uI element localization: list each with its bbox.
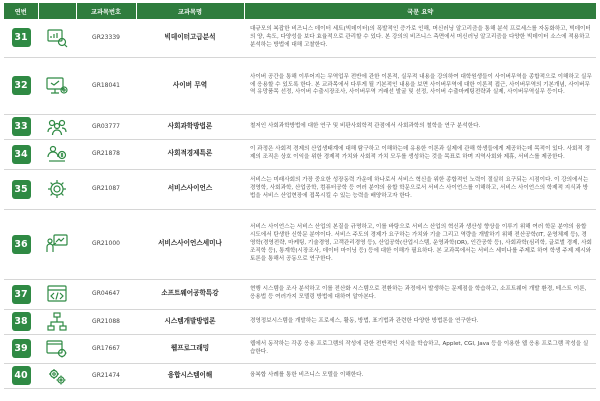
row-number-badge: 35 <box>12 180 31 199</box>
course-code: GR23339 <box>76 19 136 57</box>
course-name: 서비스사이언스 <box>136 169 244 209</box>
code-window-icon <box>45 282 69 306</box>
course-summary: 웹에서 동작하는 각종 응용 프로그램의 작성에 관한 전반적인 지식을 학습하고, Applet, CGI, Java 등을 이용한 웹 응용 프로그램 작성을 실습한다. <box>244 334 596 363</box>
course-name: 빅데이터고급분석 <box>136 19 244 57</box>
course-summary: 사이버 공간을 통해 이루어지는 무역업무 전반에 관한 이론적, 실무적 내용을 강의하여 대학원생들이 사이버무역을 종합적으로 이해하고 실무에 응용할 수 있도록 한다. 본 교과목에서 다루게 될 기본적인 내용을 보면 사이버무역에 대한 이론적 접근, 사이버무역의 기본개념, 사이버무역 유망품목 선정, 사이버 수출시장조사, 사이버무역 거래선 발굴 및 선정, 사이버 수출마케팅전략과 실제, 사이버무역실무 등이다. <box>244 57 596 114</box>
course-table <box>4 3 596 389</box>
service-gear-icon <box>45 177 69 201</box>
header-summary: 국문 요약 <box>244 3 596 19</box>
course-summary: 이 과정은 사회적 경제의 산업생태계에 대해 탐구하고 이해하는데 유용한 이론과 실제에 관해 학생들에게 제공하는데 목적이 있다. 사회적 경제의 조직은 상호 이익을 위한 경제적 가치와 사회적 가치 모두를 생성하는 것을 목표로 하며 지역사회와 제휴, 서비스를 제공한다. <box>244 139 596 169</box>
row-number-badge: 39 <box>12 339 31 358</box>
course-name: 융합시스템이해 <box>136 363 244 388</box>
course-code: GR17667 <box>76 334 136 363</box>
course-name: 서비스사이언스세미나 <box>136 209 244 279</box>
row-number-badge: 32 <box>12 76 31 95</box>
row-number-badge: 36 <box>12 235 31 254</box>
row-number-badge: 40 <box>12 366 31 385</box>
fusion-cogs-icon <box>45 364 69 388</box>
course-summary: 서비스 사이언스는 서비스 산업의 본질을 규명하고, 이를 바탕으로 서비스 산업의 혁신과 생산성 향상을 이루기 위해 여러 학문 분야의 융합 시도에서 탄생한 신학문 분야이다. 서비스 주도의 경제가 요구하는 가치와 기술 그리고 역량을 개발하기 위해 전산공학(IT, 운영체제 등), 경영학(경영전략, 마케팅, 기술경영, 고객관리경영 등), 산업공학(산업시스템, 운영과학(OR), 인간공학 등), 사회과학(심리학, 글로벌 경제, 사회조직학 등), 통계학(시장조사, 데이터 마이닝 등) 등에 대한 이해가 필요하다. 본 교과목에서는 서비스 세미나를 주제로 하여 학생 주제 제시와 토론을 통해서 공동으로 연구한다. <box>244 209 596 279</box>
web-gear-icon <box>45 337 69 361</box>
table-row <box>4 19 596 57</box>
course-summary: 융복합 사례를 통한 비즈니스 모델을 이해한다. <box>244 363 596 388</box>
table-row <box>4 57 596 114</box>
course-code: GR21474 <box>76 363 136 388</box>
header-icon <box>38 3 76 19</box>
course-code: GR21087 <box>76 169 136 209</box>
social-economy-icon <box>45 142 69 166</box>
table-row <box>4 334 596 363</box>
course-summary: 대규모의 복잡한 비즈니스 데이터 세트(빅데이터)의 폭발적인 증가로 인해, 머신러닝 알고리즘을 통해 분석 프로세스를 자동화하고, 빅데이터의 양, 속도, 다양성을 보다 효율적으로 관리할 수 있다. 본 강의의 비즈니스 측면에서 머신러닝 알고리즘을 다양한 빅데이터 소스에 적용하고 분석하는 방법에 대해 고찰한다. <box>244 19 596 57</box>
data-analysis-icon <box>45 26 69 50</box>
course-code: GR21000 <box>76 209 136 279</box>
system-hierarchy-icon <box>45 310 69 334</box>
row-number-badge: 31 <box>12 28 31 47</box>
table-header <box>4 3 596 19</box>
course-name: 사이버 무역 <box>136 57 244 114</box>
header-no: 연번 <box>4 3 38 19</box>
table-row <box>4 209 596 279</box>
course-code: GR21088 <box>76 309 136 334</box>
course-name: 웹프로그래밍 <box>136 334 244 363</box>
course-summary: 현행 시스템을 조사 분석하고 이를 전산화 시스템으로 전환하는 과정에서 발생하는 문제점을 학습하고, 소프트웨어 개발 환경, 테스트 이론, 응용법 등 여러가지 모델링 방법에 대하여 알아본다. <box>244 279 596 309</box>
course-code: GR03777 <box>76 114 136 139</box>
table-row <box>4 114 596 139</box>
row-number-badge: 37 <box>12 285 31 304</box>
people-group-icon <box>45 115 69 139</box>
course-name: 사회과학방법론 <box>136 114 244 139</box>
course-code: GR04647 <box>76 279 136 309</box>
table-row <box>4 169 596 209</box>
course-name: 시스템개발방법론 <box>136 309 244 334</box>
table-row <box>4 309 596 334</box>
course-name: 소프트웨어공학특강 <box>136 279 244 309</box>
table-row <box>4 279 596 309</box>
table-row <box>4 139 596 169</box>
row-number-badge: 33 <box>12 117 31 136</box>
header-code: 교과목번호 <box>76 3 136 19</box>
presentation-board-icon <box>45 232 69 256</box>
course-summary: 경영정보시스템을 개발하는 프로세스, 활동, 방법, 표기법과 관련한 다양한 방법론을 연구한다. <box>244 309 596 334</box>
course-code: GR18041 <box>76 57 136 114</box>
course-name: 사회적경제특론 <box>136 139 244 169</box>
table-row <box>4 363 596 388</box>
course-code: GR21878 <box>76 139 136 169</box>
course-summary: 서비스는 미래사회의 가장 중요한 성장동력 가운데 하나로서 서비스 혁신을 위한 종합적인 노력이 절실히 요구되는 시점이다. 이 강의에서는 경영학, 사회과학, 산업공학, 컴퓨터공학 등 여러 분야의 융합 학문으로서 서비스 사이언스를 이해하고, 서비스 사이언스의 학제적 지식과 방법을 서비스 산업현장에 접목시킬 수 있는 능력을 배양하고자 한다. <box>244 169 596 209</box>
row-number-badge: 34 <box>12 145 31 164</box>
course-summary: 철저인 사회과학방법에 대한 연구 및 비판사회학적 관점에서 사회과학의 철학을 연구 분석한다. <box>244 114 596 139</box>
table-body <box>4 19 596 388</box>
row-number-badge: 38 <box>12 312 31 331</box>
header-name: 교과목명 <box>136 3 244 19</box>
cyber-trade-icon <box>45 74 69 98</box>
